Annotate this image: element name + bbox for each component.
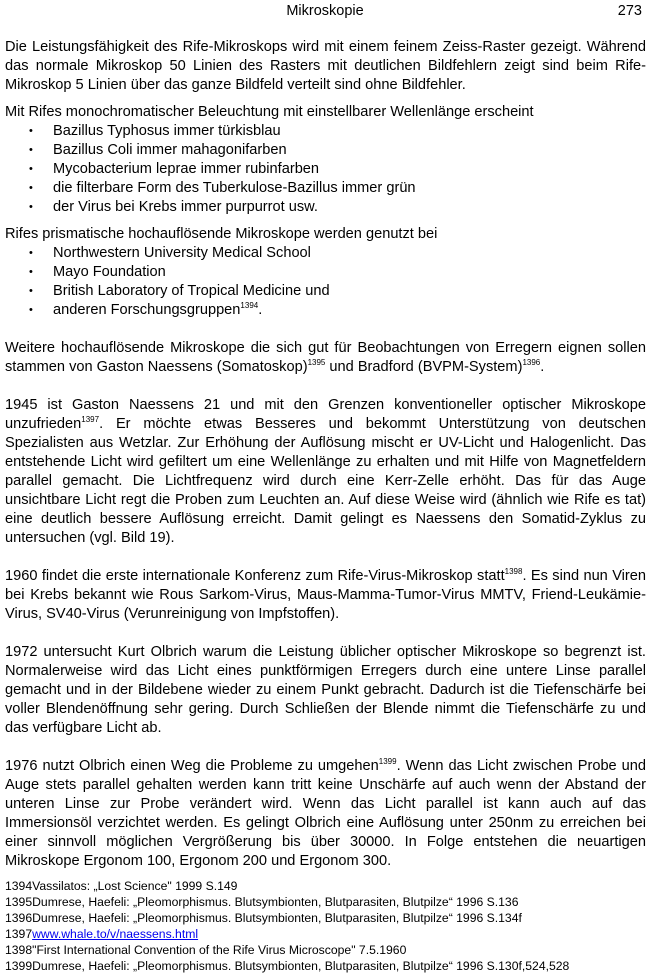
list-item: • Mycobacterium leprae immer rubinfarben — [29, 161, 320, 177]
footnote-ref[interactable]: 1395 — [307, 358, 326, 368]
bullet-icon: • — [29, 266, 33, 278]
paragraph-7: 1972 untersucht Kurt Olbrich warum die Leistung üblicher optischer Mikroskope so begrenzt ist. Normalerweise wird das Licht eines punktförmigen Erregers durch eine untere Linse parallel gemacht und in der Bildebene wieder zu einem Punkt gebracht. Dadurch ist die Tiefenschärfe bei voller Blendenöffnung sehr gering. Durch Schließen der Blende nimmt die Tiefenschärfe zu und das verfügbare Licht ab. — [5, 644, 646, 736]
footnote-ref[interactable]: 1394 — [240, 301, 259, 311]
list-item: • British Laboratory of Tropical Medicine und — [29, 283, 330, 299]
institutions-list — [5, 244, 646, 320]
bullet-icon: • — [29, 304, 33, 316]
footnote-1394: 1394Vassilatos: „Lost Science" 1999 S.149 — [5, 879, 238, 893]
paragraph-1: Die Leistungsfähigkeit des Rife-Mikroskops wird mit einem feinem Zeiss-Raster gezeigt. Während das normale Mikroskop 50 Linien des Rasters mit deutlichen Bildfehlern zeigt sind beim Rife-Mikroskop 5 Linien über das ganze Bildfeld verteilt sind ohne Bildfehler. — [5, 39, 646, 93]
list-item: • Northwestern University Medical School — [29, 245, 311, 261]
page-header — [0, 3, 650, 23]
bullet-icon: • — [29, 201, 33, 213]
bullet-icon: • — [29, 163, 33, 175]
list-item: • Bazillus Typhosus immer türkisblau — [29, 123, 281, 139]
list-item: • anderen Forschungsgruppen$^{1394}$. — [29, 301, 263, 318]
footnote-1395: 1395Dumrese, Haefeli: „Pleomorphismus. Blutsymbionten, Blutparasiten, Blutpilze“ 1996 S.136 — [5, 894, 519, 909]
bullet-icon: • — [29, 144, 33, 156]
page-body — [5, 38, 646, 871]
list-item: • Mayo Foundation — [29, 264, 166, 280]
footnote-ref[interactable]: 1398 — [504, 567, 523, 577]
page-number: 273 — [617, 3, 642, 19]
footnotes — [5, 879, 646, 974]
footnote-link[interactable]: www.whale.to/v/naessens.html — [32, 926, 199, 941]
paragraph-3-intro: Rifes prismatische hochauflösende Mikroskope werden genutzt bei — [5, 226, 438, 242]
list-item: • Bazillus Coli immer mahagonifarben — [29, 142, 287, 158]
footnote-ref[interactable]: 1397 — [81, 415, 100, 425]
paragraph-8: 1976 nutzt Olbrich einen Weg die Probleme zu umgehen$^{1399}$. Wenn das Licht zwischen Probe und Auge stets parallel gehalten werden kann tritt keine Unschärfe auf auch wenn der Abstand der unteren Linse zur Probe verändert wird. Wenn das Licht parallel ist kann auch auf das Immersionsöl verzichtet werden. Es gelingt Olbrich eine Auflösung unter 250nm zu erreichen bei einer sinnvoll möglichen Vergrößerung bis über 30000. In Folge entstehen die neuartigen Mikroskope Ergonom 100, Ergonom 200 und Ergonom 300. — [5, 757, 647, 869]
running-title: Mikroskopie — [286, 3, 364, 19]
footnote-1399: 1399Dumrese, Haefeli: „Pleomorphismus. Blutsymbionten, Blutparasiten, Blutpilze“ 1996 S.130f,524,528 — [5, 958, 570, 973]
footnote-ref[interactable]: 1396 — [522, 358, 541, 368]
list-item: • der Virus bei Krebs immer purpurrot usw. — [29, 199, 318, 215]
footnote-1397: 1397www.whale.to/v/naessens.html — [5, 926, 199, 941]
bullet-icon: • — [29, 247, 33, 259]
list-item: • die filterbare Form des Tuberkulose-Bazillus immer grün — [29, 180, 416, 196]
paragraph-5: 1945 ist Gaston Naessens 21 und mit den Grenzen konventioneller optischer Mikroskope unzufrieden$^{1397}$. Er möchte etwas Besseres und bekommt Unterstützung von deutschen Spezialisten aus Wetzlar. Zur Erhöhung der Auflösung mischt er UV-Licht und Halogenlicht. Das entstehende Licht wird gefiltert um eine Wellenlänge zu erhalten und mit Hilfe von Magnetfeldern parallel gemacht. Die Lichtfrequenz wird durch eine Kerr-Zelle erhöht. Das für das Auge unsichtbare Licht regt die Proben zum Leuchten an. Auf diese Weise wird (ähnlich wie Rife es tat) eine deutlich bessere Auflösung erreicht. Damit gelingt es Naessens den Somatid-Zyklus zu untersuchen (vgl. Bild 19). — [5, 397, 646, 546]
paragraph-4: Weitere hochauflösende Mikroskope die sich gut für Beobachtungen von Erregern eignen sollen stammen von Gaston Naessens (Somatoskop)$^{1395}$ und Bradford (BVPM-System)$^{1396}$. — [5, 340, 646, 375]
bullet-icon: • — [29, 125, 33, 137]
paragraph-6: 1960 findet die erste internationale Konferenz zum Rife-Virus-Mikroskop statt$^{1398}$. Es sind nun Viren bei Krebs bekannt wie Rous Sarkom-Virus, Maus-Mamma-Tumor-Virus MMTV, Friend-Leukämie-Virus, SV40-Virus (Verunreinigung von Impfstoffen). — [5, 567, 646, 622]
paragraph-2-intro: Mit Rifes monochromatischer Beleuchtung mit einstellbarer Wellenlänge erscheint — [5, 104, 534, 120]
bacteria-color-list — [5, 122, 646, 217]
footnote-1398: 1398"First International Convention of the Rife Virus Microscope" 7.5.1960 — [5, 942, 407, 957]
footnote-1396: 1396Dumrese, Haefeli: „Pleomorphismus. Blutsymbionten, Blutparasiten, Blutpilze“ 1996 S.134f — [5, 910, 522, 925]
bullet-icon: • — [29, 182, 33, 194]
bullet-icon: • — [29, 285, 33, 297]
footnote-ref[interactable]: 1399 — [378, 757, 397, 767]
